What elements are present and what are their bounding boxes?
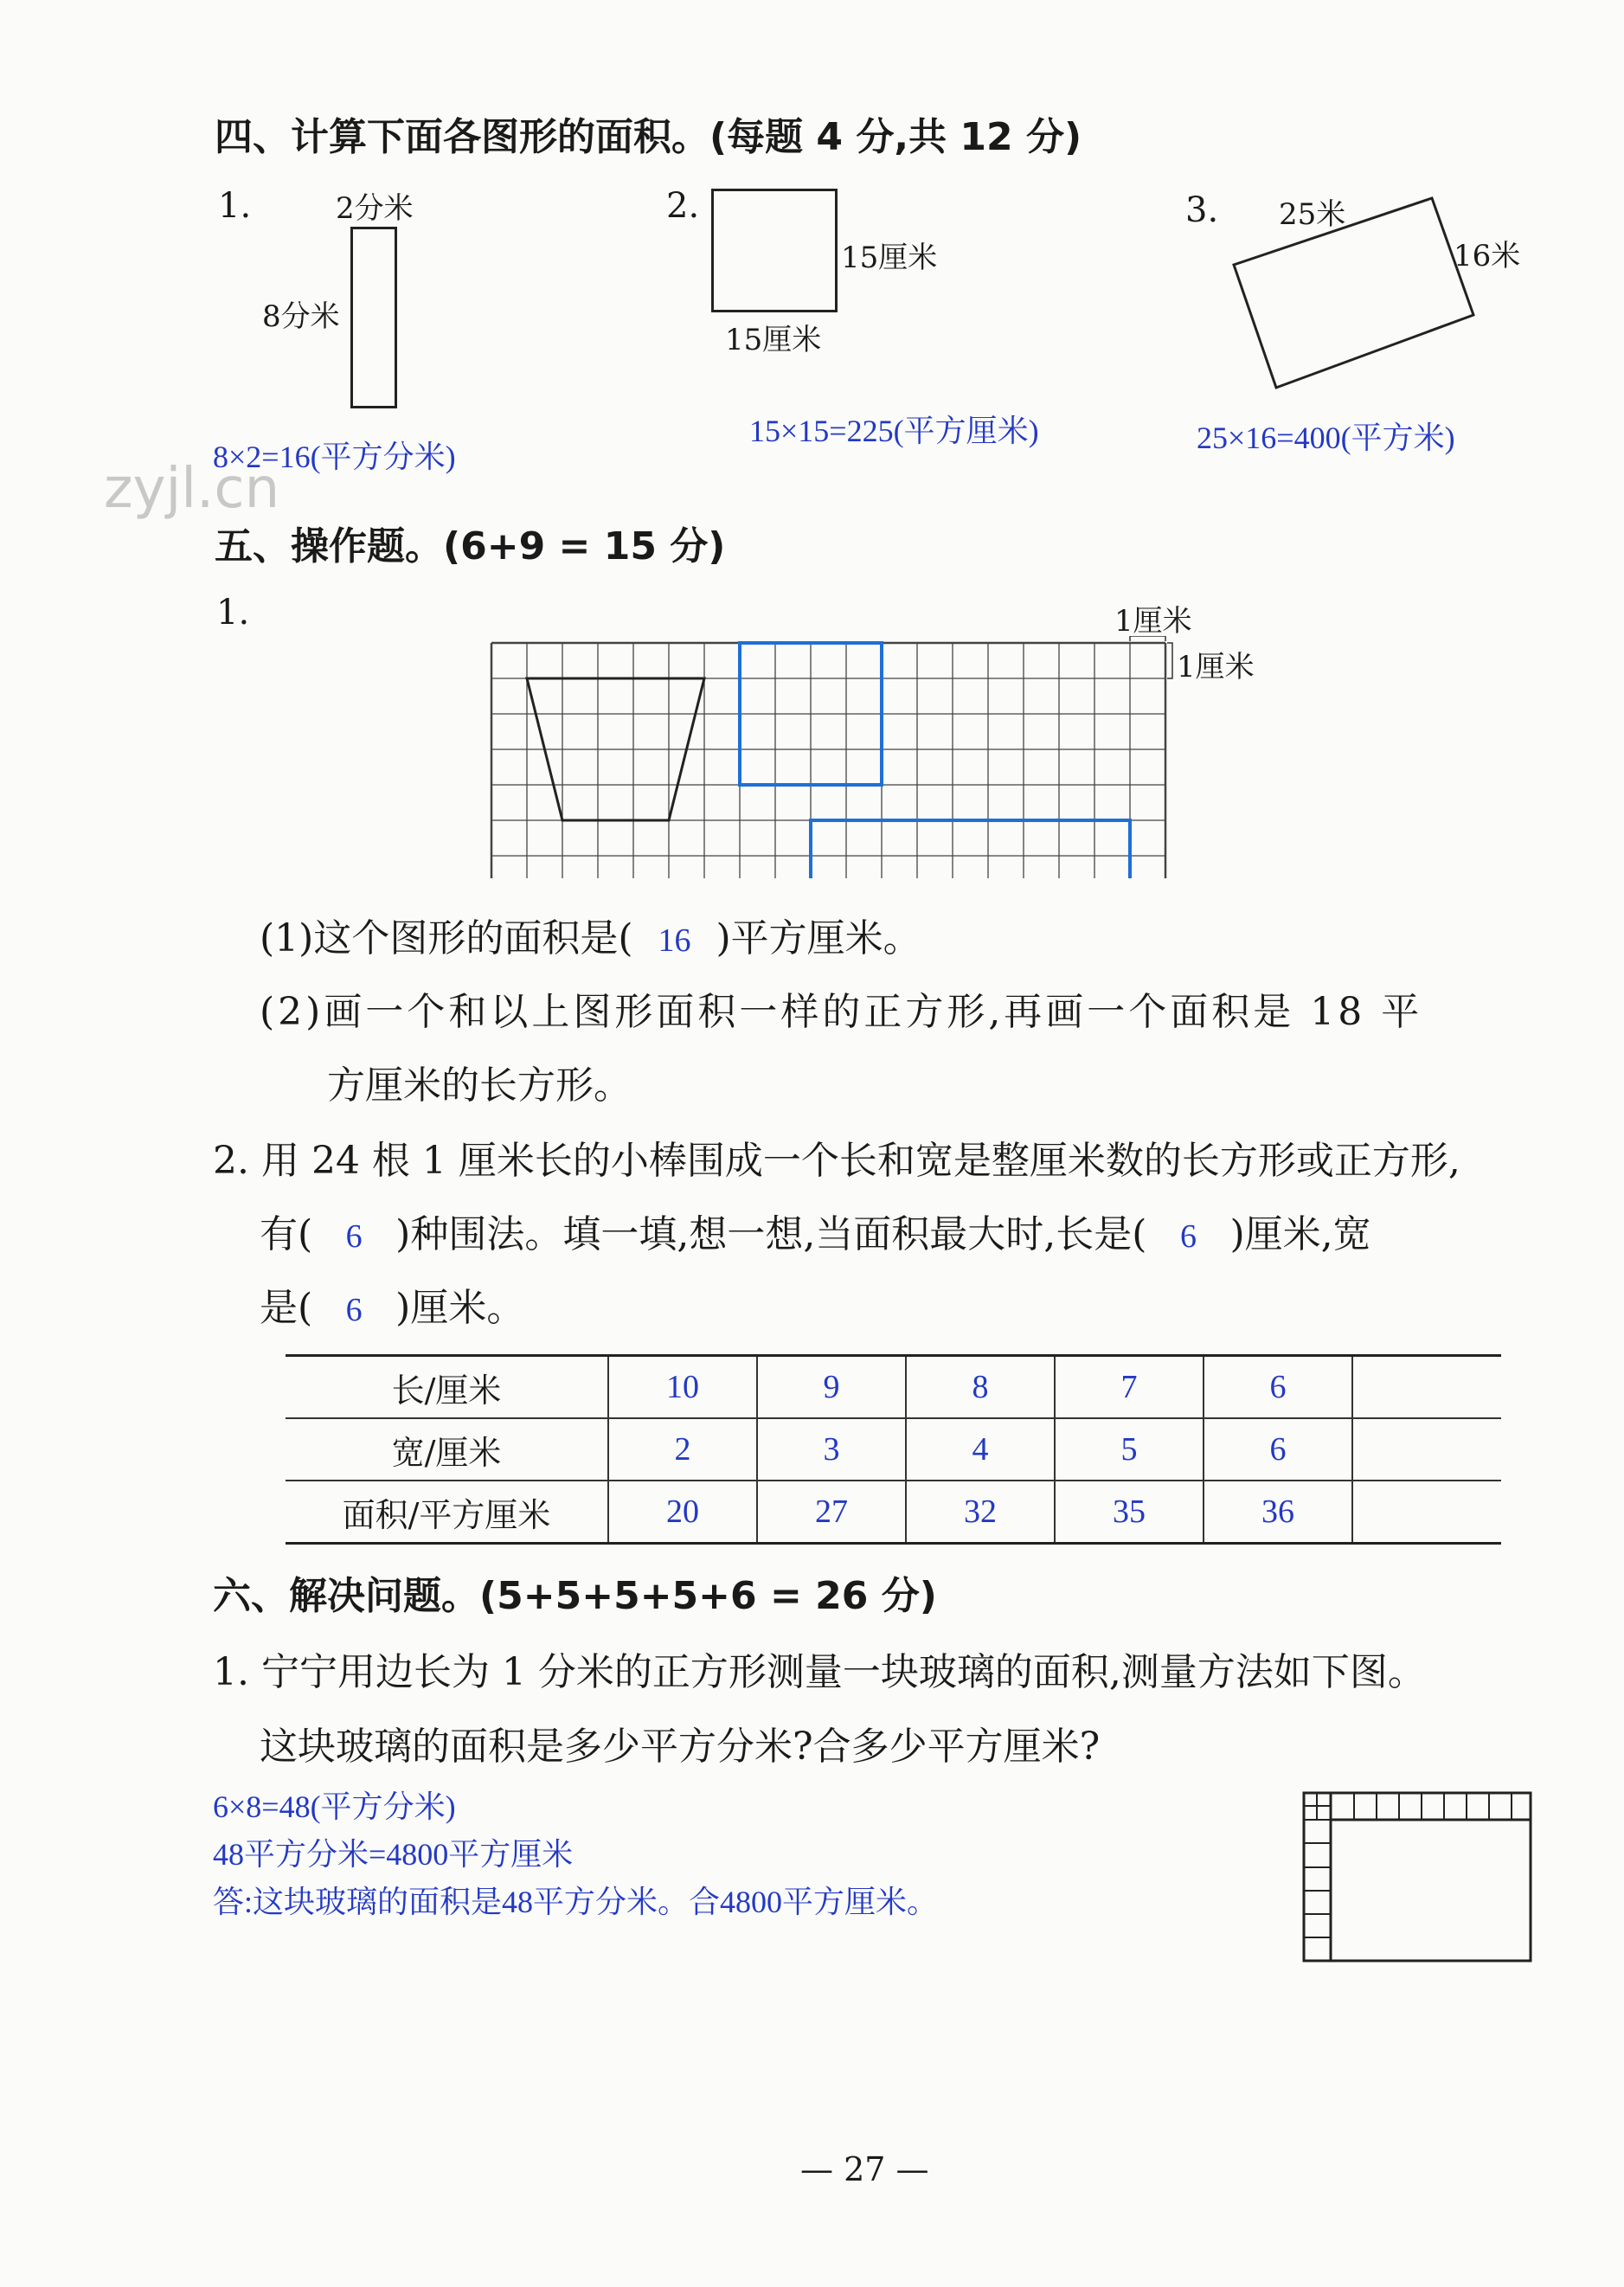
section-5-title: 五、操作题。(6+9 = 15 分) [215,524,726,569]
problem-2-number: 2. [666,186,700,226]
dimensions-table [286,1354,1501,1545]
problem-1-rectangle [350,227,397,408]
problem-3-side-label: 16米 [1454,239,1521,273]
row-label: 宽/厘米 [391,1433,502,1472]
table-cell: 20 [608,1481,757,1544]
table-cell: 3 [757,1418,906,1481]
section-6-title: 六、解决问题。(5+5+5+5+6 = 26 分) [213,1574,937,1618]
table-cell: 6 [1204,1418,1352,1481]
table-cell: 8 [906,1356,1055,1419]
question-5-1-part2-line1: (2)画一个和以上图形面积一样的正方形,再画一个面积是 18 平 [260,990,1423,1034]
problem-1-number: 1. [218,186,252,226]
unit-height-bracket [1167,643,1172,678]
answer-line-2: 48平方分米=4800平方厘米 [213,1837,574,1872]
unit-width-label: 1厘米 [1114,604,1192,639]
unit-height-label: 1厘米 [1177,650,1255,684]
problem-2-bottom-label: 15厘米 [725,323,822,357]
table-cell: 5 [1055,1418,1204,1481]
question-5-2-line3: 是( 6 )厘米。 [260,1286,525,1330]
glass-measurement-diagram [1302,1791,1536,1969]
row-label: 面积/平方厘米 [342,1495,551,1534]
question-5-1-part2-line2: 方厘米的长方形。 [327,1063,632,1108]
problem-1-side-label: 8分米 [262,299,340,334]
question-6-1-line2: 这块玻璃的面积是多少平方分米?合多少平方厘米? [260,1725,1101,1769]
table-cell: 9 [757,1356,906,1419]
table-cell [1352,1356,1501,1419]
answer-ways: 6 [345,1218,363,1255]
question-5-2-line2: 有( 6 )种围法。填一填,想一想,当面积最大时,长是( 6 )厘米,宽 [260,1212,1371,1256]
square-grid [485,636,1177,878]
problem-3-number: 3. [1185,190,1219,230]
table-row [286,1356,1501,1419]
drawn-rectangle [811,820,1130,878]
problem-1-top-label: 2分米 [336,191,414,226]
question-5-2-line1: 2. 用 24 根 1 厘米长的小棒围成一个长和宽是整厘米数的长方形或正方形, [213,1139,1460,1183]
section-4-title: 四、计算下面各图形的面积。(每题 4 分,共 12 分) [215,115,1082,159]
page-number: — 27 — [800,2150,929,2188]
table-cell: 6 [1204,1356,1352,1419]
table-cell [1352,1418,1501,1481]
table-row [286,1481,1501,1544]
problem-1-answer: 8×2=16(平方分米) [213,440,456,474]
table-cell: 7 [1055,1356,1204,1419]
row-label: 长/厘米 [391,1371,502,1410]
table-row [286,1418,1501,1481]
problem-2-square [711,189,838,312]
question-5-1-part1: (1)这个图形的面积是( 16 )平方厘米。 [260,916,921,960]
table-cell: 2 [608,1418,757,1481]
answer-area-16: 16 [658,922,691,959]
answer-length: 6 [1179,1218,1197,1255]
problem-2-answer: 15×15=225(平方厘米) [749,414,1039,448]
problem-2-side-label: 15厘米 [841,241,938,275]
problem-3-rotated-rectangle [1229,190,1488,398]
watermark: zyjl.cn [104,457,280,521]
table-cell: 32 [906,1481,1055,1544]
question-5-1-number: 1. [216,593,250,633]
table-cell [1352,1481,1501,1544]
table-cell: 10 [608,1356,757,1419]
table-cell: 36 [1204,1481,1352,1544]
problem-3-top-label: 25米 [1279,197,1346,232]
table-cell: 35 [1055,1481,1204,1544]
answer-width: 6 [345,1292,363,1328]
table-cell: 4 [906,1418,1055,1481]
question-6-1-line1: 1. 宁宁用边长为 1 分米的正方形测量一块玻璃的面积,测量方法如下图。 [213,1650,1426,1694]
answer-line-3: 答:这块玻璃的面积是48平方分米。合4800平方厘米。 [213,1885,939,1919]
answer-line-1: 6×8=48(平方分米) [213,1789,456,1824]
table-cell: 27 [757,1481,906,1544]
problem-3-answer: 25×16=400(平方米) [1197,421,1455,455]
